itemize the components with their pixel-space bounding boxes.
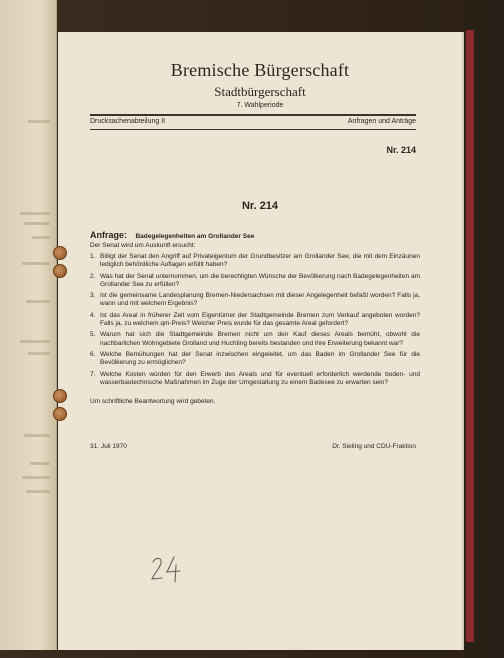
- parliament-title: Bremische Bürgerschaft: [170, 60, 350, 80]
- inquiry-intro: Der Senat wird um Auskunft ersucht:: [90, 242, 196, 249]
- bleed-through-line: [26, 490, 50, 493]
- category-label: Anfragen und Anträge: [347, 118, 416, 125]
- question-item: 6. Welche Bemühungen hat der Senat inzwischen eingeleitet, um das Baden im Grollander See für die Bevölkerung zu ermöglichen?: [90, 350, 420, 367]
- meta-rule: [90, 129, 416, 130]
- bleed-through-line: [24, 434, 50, 437]
- document-page: [58, 32, 462, 650]
- chamber-subtitle: Stadtbürgerschaft: [214, 84, 306, 99]
- bleed-through-line: [24, 222, 50, 225]
- inquiry-type-label: Anfrage:: [90, 230, 128, 240]
- bleed-through-line: [26, 300, 50, 303]
- punch-hole: [53, 407, 67, 421]
- legislative-period: 7. Wahlperiode: [236, 102, 284, 109]
- inquiry-subject: Badegelegenheiten am Grollander See: [135, 233, 255, 240]
- bleed-through-line: [32, 236, 50, 239]
- question-item: 7. Welche Kosten würden für den Erwerb des Areals und für eventuell erforderlich werdende boden- und wasserbautechnische Maßnahmen im Zuge der Umgestaltung zu einem Badesee zu erwarten sein?: [90, 370, 420, 386]
- punch-hole: [53, 264, 67, 278]
- question-item: 3. Ist die gemeinsame Landesplanung Bremen-Niedersachsen mit dieser Angelegenheit befaßt worden? Falls ja, wann und mit welchem Ergebnis?: [90, 292, 420, 308]
- bleed-through-line: [22, 476, 50, 479]
- adjacent-page-edge: [0, 0, 57, 650]
- header-rule: [90, 114, 416, 116]
- handwritten-page-number: [150, 554, 184, 584]
- document-date: 31. Juli 1970: [90, 443, 127, 450]
- closing-request: Um schriftliche Beantwortung wird gebeten.: [90, 398, 216, 405]
- punch-hole: [53, 389, 67, 403]
- punch-hole: [53, 246, 67, 260]
- bleed-through-line: [20, 340, 50, 343]
- question-item: 2. Was hat der Senat unternommen, um die berechtigten Wünsche der Bevölkerung nach Badegelegenheiten am Grollander See zu erfüllen?: [90, 272, 420, 288]
- bleed-through-line: [28, 352, 50, 355]
- bleed-through-line: [30, 462, 50, 465]
- document-number-top: Nr. 214: [386, 145, 416, 155]
- signatory: Dr. Sieling und CDU-Fraktion: [332, 443, 416, 450]
- question-item: 4. Ist das Areal in früherer Zeit vom Eigentümer der Stadtgemeinde Bremen zum Verkauf angeboten worden? Falls ja, zu welchem qm-Preis? Welcher Preis wurde für das gesamte Areal gefordert?: [90, 311, 420, 328]
- inquiry-heading: [90, 225, 254, 243]
- bleed-through-line: [20, 212, 50, 215]
- bleed-through-line: [22, 262, 50, 265]
- department-label: Drucksachenabteilung II: [90, 118, 166, 125]
- bleed-through-line: [28, 120, 50, 123]
- question-item: 1. Billigt der Senat den Angriff auf Privateigentum der Grundbesitzer am Grollander See, die mit dem Einzäunen lediglich behördliche Auflagen erfüllt haben?: [90, 253, 420, 269]
- question-item: 5. Warum hat sich die Stadtgemeinde Bremen nicht um den Kauf dieses Areals bemüht, obwohl die nachbarlichen Wohngebiete Grolland und Huchting bereits bestanden und ihre Erweiterung bekannt war?: [90, 331, 420, 347]
- question-list: [90, 253, 420, 390]
- document-number: Nr. 214: [241, 200, 279, 212]
- red-cover-edge: [466, 30, 474, 642]
